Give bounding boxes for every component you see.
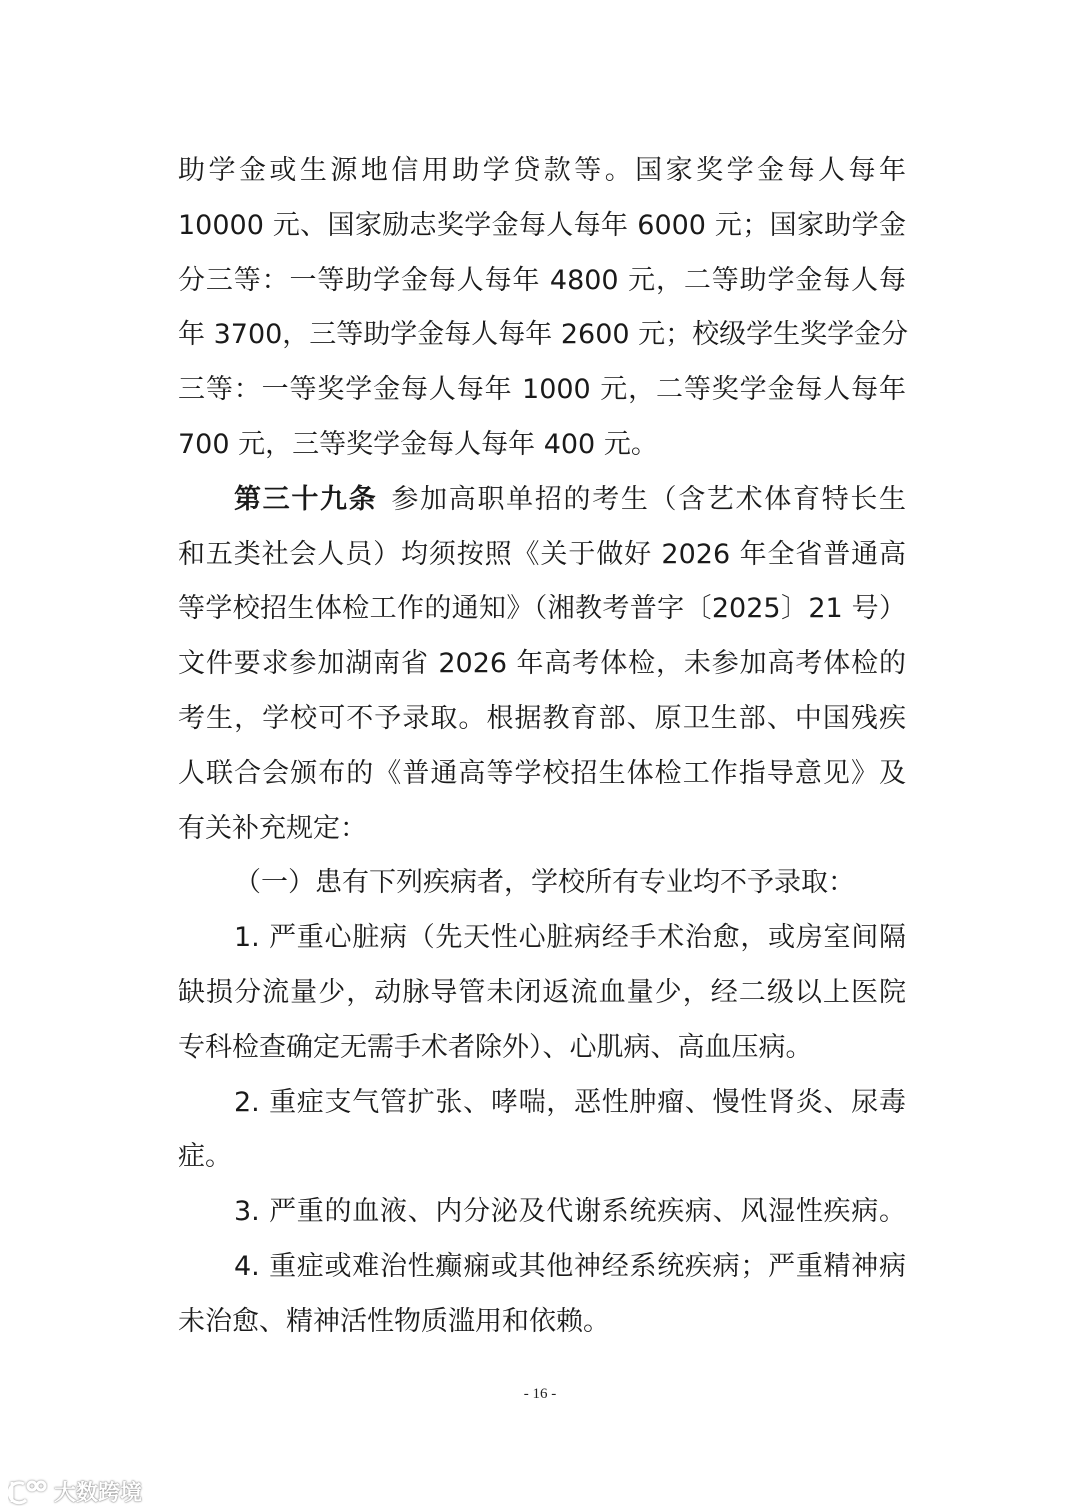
text-line <box>178 473 906 528</box>
paragraph <box>178 911 906 1075</box>
paragraph <box>178 856 906 911</box>
paragraph <box>178 1076 906 1186</box>
text-line: 年 3700，三等助学金每人每年 2600 元；校级学生奖学金分 <box>178 319 909 351</box>
text-line: （一）患有下列疾病者，学校所有专业均不予录取： <box>234 867 855 899</box>
text-line: 考生，学校可不予录取。根据教育部、原卫生部、中国残疾 <box>178 702 906 734</box>
paragraph <box>178 144 909 473</box>
text-line: 缺损分流量少，动脉导管未闭返流血量少，经二级以上医院 <box>178 976 906 1008</box>
text-line-content: 参加高职单招的考生（含艺术体育特长生 <box>391 483 907 515</box>
watermark <box>8 1476 142 1507</box>
text-line: 文件要求参加湖南省 2026 年高考体检，未参加高考体检的 <box>178 648 906 680</box>
text-line: 分三等：一等助学金每人每年 4800 元，二等助学金每人每 <box>178 264 906 296</box>
paragraph <box>178 1185 906 1240</box>
text-line: 700 元，三等奖学金每人每年 400 元。 <box>178 428 658 460</box>
text-line: 未治愈、精神活性物质滥用和依赖。 <box>178 1305 610 1337</box>
text-line: 有关补充规定： <box>178 812 367 844</box>
article-label: 第三十九条 <box>234 483 378 515</box>
text-line: 3. 严重的血液、内分泌及代谢系统疾病、风湿性疾病。 <box>234 1196 906 1228</box>
text-line: 专科检查确定无需手术者除外）、心肌病、高血压病。 <box>178 1031 813 1063</box>
paragraph <box>178 1240 906 1350</box>
watermark-logo-icon <box>8 1478 48 1506</box>
document-body <box>178 144 909 1350</box>
text-line: 2. 重症支气管扩张、哮喘，恶性肿瘤、慢性肾炎、尿毒 <box>234 1086 906 1118</box>
paragraph <box>178 473 906 857</box>
text-line: 10000 元、国家励志奖学金每人每年 6000 元；国家助学金 <box>178 209 906 241</box>
text-line: 人联合会颁布的《普通高等学校招生体检工作指导意见》及 <box>178 757 906 789</box>
text-line: 和五类社会人员）均须按照《关于做好 2026 年全省普通高 <box>178 538 906 570</box>
page-number: - 16 - <box>523 1386 557 1402</box>
text-line: 等学校招生体检工作的通知》（湘教考普字〔2025〕21 号） <box>178 593 906 625</box>
text-line: 三等：一等奖学金每人每年 1000 元，二等奖学金每人每年 <box>178 374 906 406</box>
text-line: 1. 严重心脏病（先天性心脏病经手术治愈，或房室间隔 <box>234 922 906 954</box>
watermark-text: 大数跨境 <box>54 1481 143 1506</box>
text-line: 助学金或生源地信用助学贷款等。国家奖学金每人每年 <box>178 155 906 186</box>
text-line: 4. 重症或难治性癫痫或其他神经系统疾病；严重精神病 <box>234 1250 906 1282</box>
text-line: 症。 <box>178 1141 232 1173</box>
